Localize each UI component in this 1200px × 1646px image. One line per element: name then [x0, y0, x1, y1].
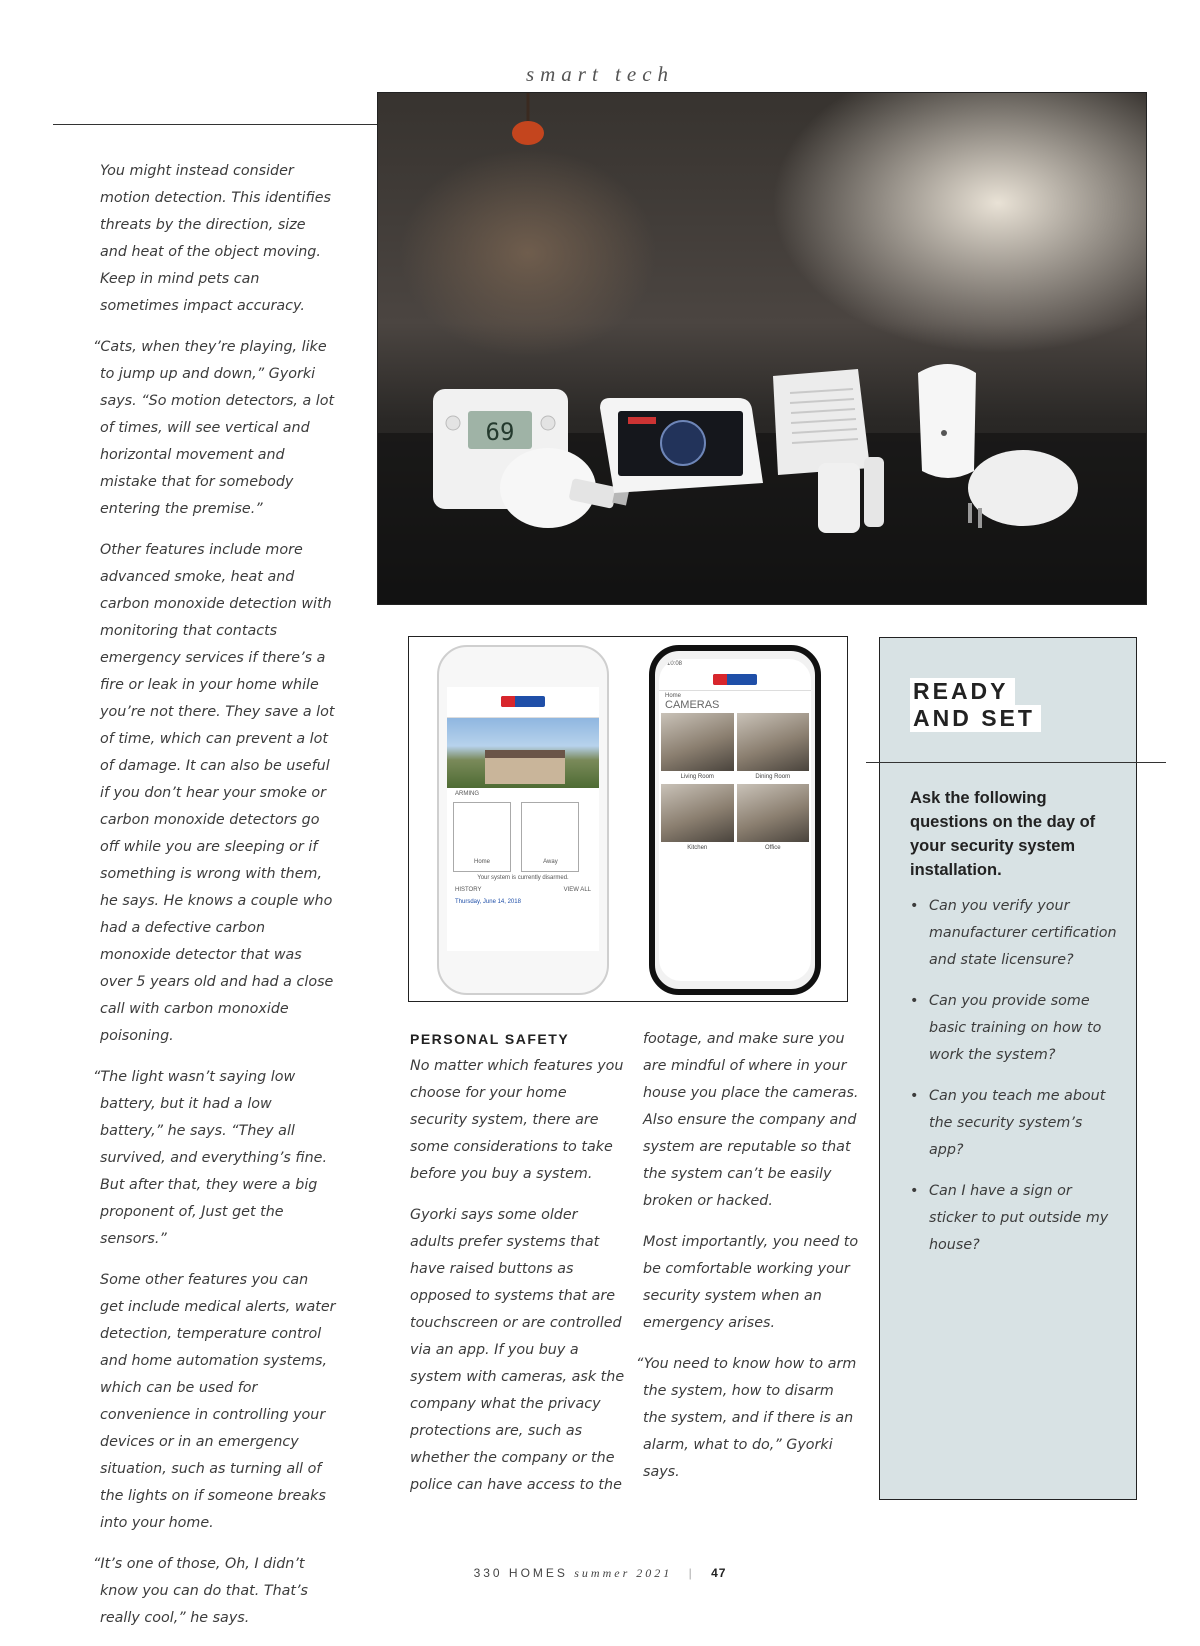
section-subhead: PERSONAL SAFETY [410, 1031, 570, 1047]
sidebar-title [910, 678, 1041, 732]
camera-label: Dining Room [755, 774, 791, 780]
paragraph: Gyorki says some older adults prefer systems that have raised buttons as opposed to systems that are touchscreen or are controlled via an app. If you buy a system with cameras, ask the company what the privacy protections are, such as whether the company or the police can have access to the [410, 1207, 625, 1493]
sidebar-title-line: AND SET [910, 705, 1041, 732]
issue-name: summer 2021 [574, 1566, 673, 1580]
sidebar-rule [866, 762, 1166, 763]
paragraph: You might instead consider motion detection. This identifies threats by the direction, size and heat of the object moving. Keep in mind pets can sometimes impact accuracy. [100, 163, 331, 314]
away-arm-button[interactable] [521, 802, 579, 872]
app-screen [659, 659, 811, 981]
history-date: Thursday, June 14, 2018 [455, 899, 521, 905]
paragraph: No matter which features you choose for your home security system, there are some considerations to take before you buy a system. [410, 1058, 624, 1182]
paragraph: Most importantly, you need to be comfortable working your security system when an emergency arises. [643, 1234, 859, 1331]
app-screen [447, 687, 599, 951]
camera-label: Living Room [680, 774, 714, 780]
app-header [659, 670, 811, 691]
magazine-name: 330 HOMES [473, 1566, 568, 1580]
brand-logo [501, 696, 545, 707]
security-devices-illustration [378, 93, 1147, 605]
paragraph: “You need to know how to arm the system, how to disarm the system, and if there is an alarm, what to do,” Gyorki says. [636, 1356, 857, 1480]
brand-logo [713, 674, 757, 685]
paragraph: “The light wasn’t saying low battery, but it had a low battery,” he says. “They all survived, and everything’s fine. But after that, they were a big proponent of, Just get the sensors.” [93, 1069, 328, 1247]
list-item: • Can you teach me about the security system’s app? [910, 1083, 1120, 1164]
footer-divider: | [688, 1566, 695, 1580]
app-header [447, 687, 599, 718]
house-photo [447, 718, 599, 788]
sidebar-box [879, 637, 1137, 1500]
home-arm-button[interactable] [453, 802, 511, 872]
cameras-title: CAMERAS [665, 699, 720, 711]
sidebar-title-line: READY [910, 678, 1015, 705]
list-item: • Can I have a sign or sticker to put outside my house? [910, 1178, 1120, 1259]
paragraph: “Cats, when they’re playing, like to jump up and down,” Gyorki says. “So motion detectors, a lot of times, will see vertical and horizontal movement and mistake that for somebody entering the premise.” [93, 339, 335, 517]
page-footer [0, 1566, 1200, 1581]
camera-label: Kitchen [687, 845, 708, 851]
article-column-right [636, 1026, 861, 1500]
history-label: HISTORY [455, 887, 482, 893]
paragraph: Other features include more advanced smoke, heat and carbon monoxide detection with monitoring that contacts emergency services if there’s a fire or leak in your home while you’re not there. They save a lot of time, which can prevent a lot of damage. It can also be useful if you don’t hear your smoke or carbon monoxide detectors go off while you are sleeping or if something is wrong with them, he says. He knows a couple who had a defective carbon monoxide detector that was over 5 years old and had a close call with carbon monoxide poisoning. [100, 542, 335, 1044]
article-column-left [93, 158, 336, 1646]
camera-tile[interactable] [737, 713, 810, 780]
camera-tile[interactable] [661, 784, 734, 851]
sidebar-lead: Ask the following questions on the day of your security system installation. [910, 789, 1096, 879]
motion-detector [918, 364, 976, 478]
view-all-link[interactable]: VIEW ALL [563, 887, 591, 893]
phone-home-screen [437, 645, 609, 995]
away-arm-label: Away [543, 859, 558, 865]
breadcrumb: Home [665, 693, 682, 699]
arming-label: ARMING [455, 791, 479, 797]
camera-label: Office [764, 845, 781, 851]
article-column-middle [410, 1026, 625, 1513]
thermostat-reading: 69 [485, 418, 515, 446]
system-status: Your system is currently disarmed. [477, 875, 569, 881]
section-header: smart tech [525, 62, 675, 86]
top-left-rule [53, 124, 415, 125]
smart-plug [968, 450, 1078, 526]
camera-tile[interactable] [737, 784, 810, 851]
paragraph: “It’s one of those, Oh, I didn’t know you can do that. That’s really cool,” he says. [93, 1556, 309, 1626]
app-screenshots-figure [408, 636, 848, 1002]
camera-tile[interactable] [661, 713, 734, 780]
paragraph: Some other features you can get include medical alerts, water detection, temperature control and home automation systems, which can be used for convenience in controlling your devices or in an emergency situation, such as turning all of the lights on if someone breaks into your home. [100, 1272, 336, 1531]
phone-cameras-screen [649, 645, 821, 995]
product-photo [377, 92, 1147, 605]
paragraph: footage, and make sure you are mindful of where in your house you place the cameras. Also ensure the company and system are reputable so that the system can’t be easily broken or hacked. [643, 1031, 859, 1209]
list-item: • Can you provide some basic training on how to work the system? [910, 988, 1120, 1069]
home-arm-label: Home [473, 859, 490, 865]
question-list [910, 893, 1120, 1273]
status-time: 10:08 [667, 661, 683, 667]
list-item: • Can you verify your manufacturer certification and state licensure? [910, 893, 1120, 974]
page-number: 47 [711, 1566, 727, 1580]
door-sensor [818, 463, 860, 533]
